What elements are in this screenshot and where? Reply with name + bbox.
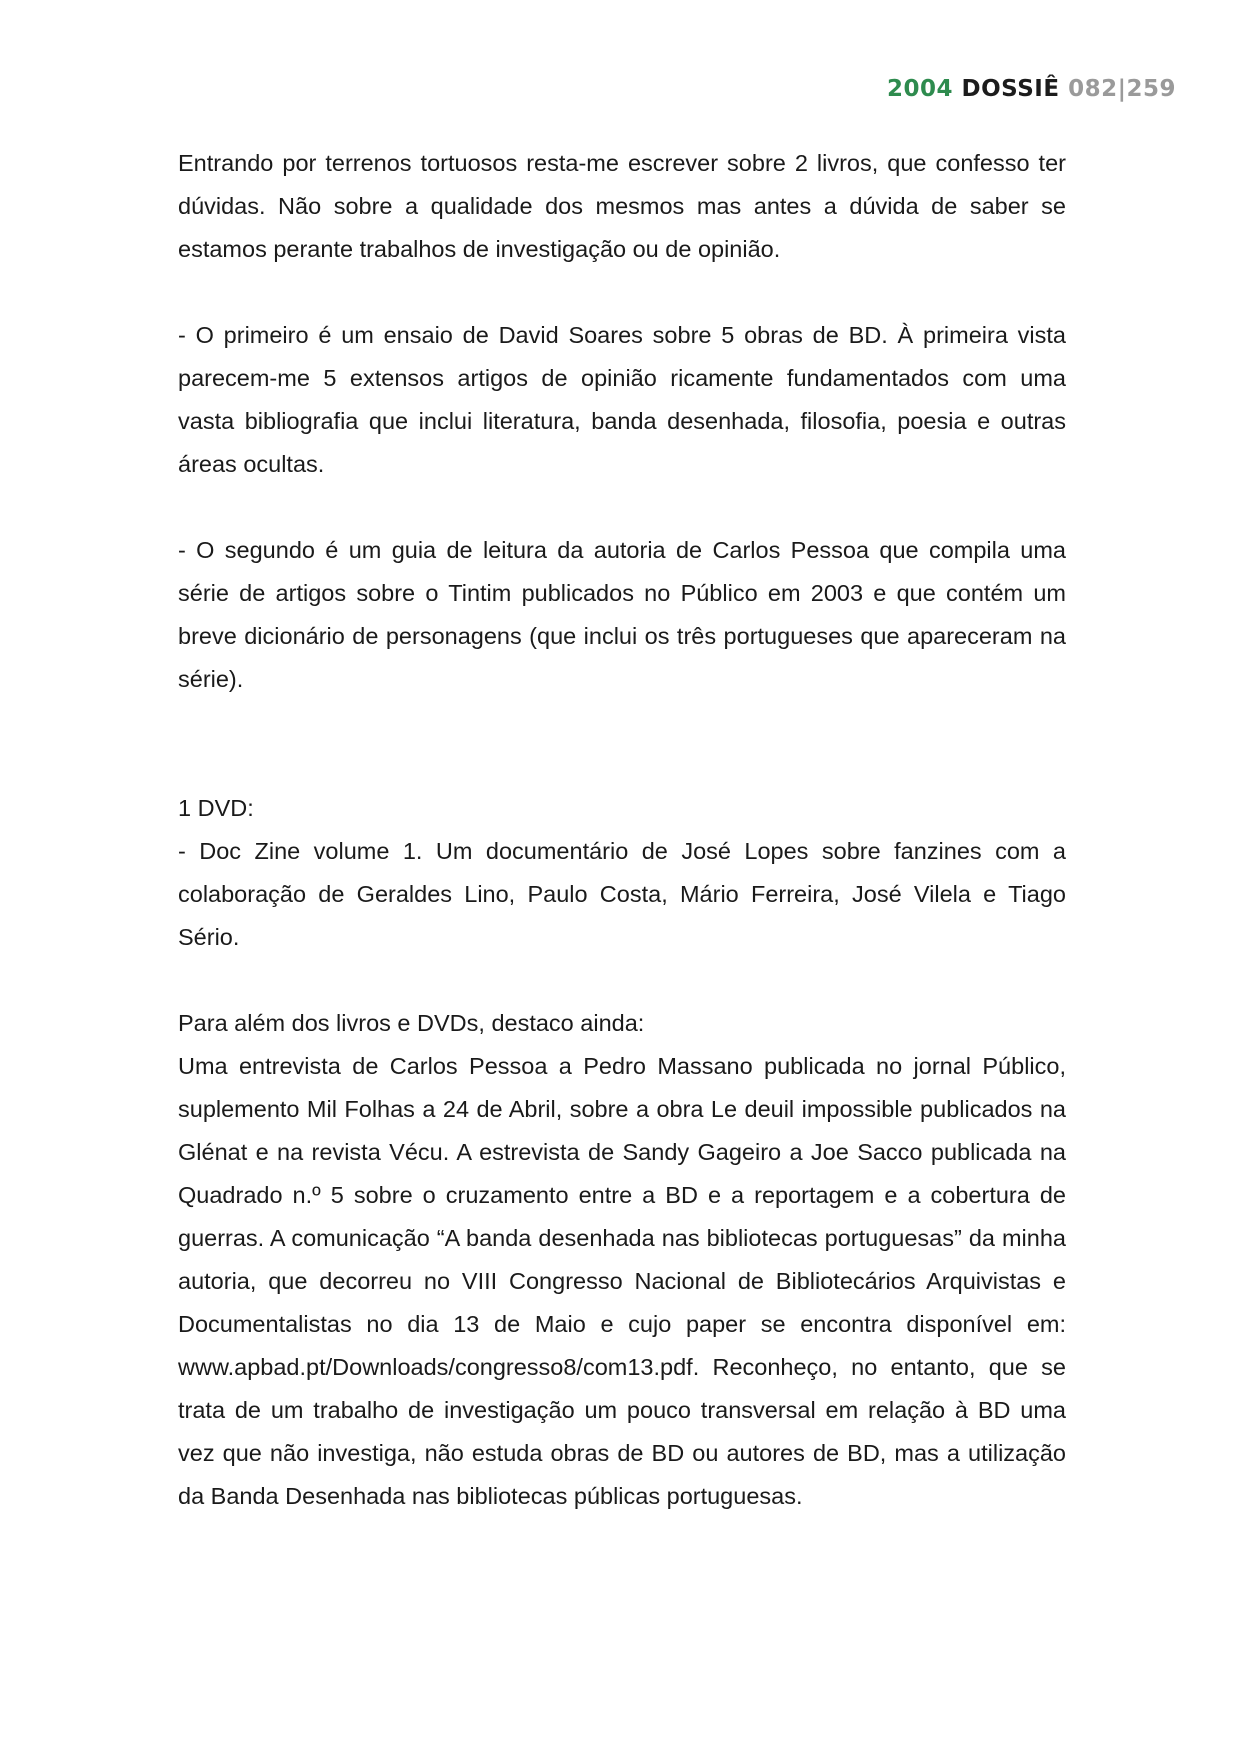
section-spacer bbox=[178, 701, 1066, 787]
header-total-pages: 259 bbox=[1126, 76, 1176, 102]
paragraph-spacer bbox=[178, 486, 1066, 529]
header-year: 2004 bbox=[887, 76, 954, 102]
header-title: DOSSIÊ bbox=[961, 76, 1060, 102]
book-item-second: - O segundo é um guia de leitura da autoria de Carlos Pessoa que compila uma série de artigos sobre o Tintim publicados no Público em 2003 e que contém um breve dicionário de personagens (que inclui os três portugueses que apareceram na série). bbox=[178, 537, 1066, 692]
highlights-paragraph-part-b: www.apbad.pt/Downloads/congresso8/com13.pdf. Reconheço, no entanto, que se trata de um trabalho de investigação um pouco transversal em relação à BD uma vez que não investiga, não estuda obras de BD ou autores de BD, mas a utilização da Banda Desenhada nas bibliotecas públicas portuguesas. bbox=[178, 1354, 1066, 1509]
highlights-intro: Para além dos livros e DVDs, destaco ainda: bbox=[178, 1010, 645, 1036]
page-header bbox=[887, 76, 1176, 102]
dvd-item: - Doc Zine volume 1. Um documentário de José Lopes sobre fanzines com a colaboração de Geraldes Lino, Paulo Costa, Mário Ferreira, José Vilela e Tiago Sério. bbox=[178, 838, 1066, 950]
header-current-page: 082 bbox=[1068, 76, 1118, 102]
paragraph-spacer bbox=[178, 959, 1066, 1002]
header-page-number bbox=[1068, 76, 1176, 102]
dvd-heading: 1 DVD: bbox=[178, 795, 254, 821]
intro-paragraph: Entrando por terrenos tortuosos resta-me escrever sobre 2 livros, que confesso ter dúvidas. Não sobre a qualidade dos mesmos mas antes a dúvida de saber se estamos perante trabalhos de investigação ou de opinião. bbox=[178, 150, 1066, 262]
document-body bbox=[178, 142, 1066, 1518]
header-page-separator: | bbox=[1117, 76, 1127, 102]
paragraph-spacer bbox=[178, 271, 1066, 314]
book-item-first: - O primeiro é um ensaio de David Soares sobre 5 obras de BD. À primeira vista parecem-me 5 extensos artigos de opinião ricamente fundamentados com uma vasta bibliografia que inclui literatura, banda desenhada, filosofia, poesia e outras áreas ocultas. bbox=[178, 322, 1066, 477]
highlights-paragraph-part-a: Uma entrevista de Carlos Pessoa a Pedro Massano publicada no jornal Público, suplemento Mil Folhas a 24 de Abril, sobre a obra Le deuil impossible publicados na Glénat e na revista Vécu. A estrevista de Sandy Gageiro a Joe Sacco publicada na Quadrado n.º 5 sobre o cruzamento entre a BD e a reportagem e a cobertura de guerras. A comunicação “A banda desenhada nas bibliotecas portuguesas” da minha autoria, que decorreu no VIII Congresso Nacional de Bibliotecários Arquivistas e Documentalistas no dia 13 de Maio e cujo paper se encontra disponível em: bbox=[178, 1053, 1066, 1337]
